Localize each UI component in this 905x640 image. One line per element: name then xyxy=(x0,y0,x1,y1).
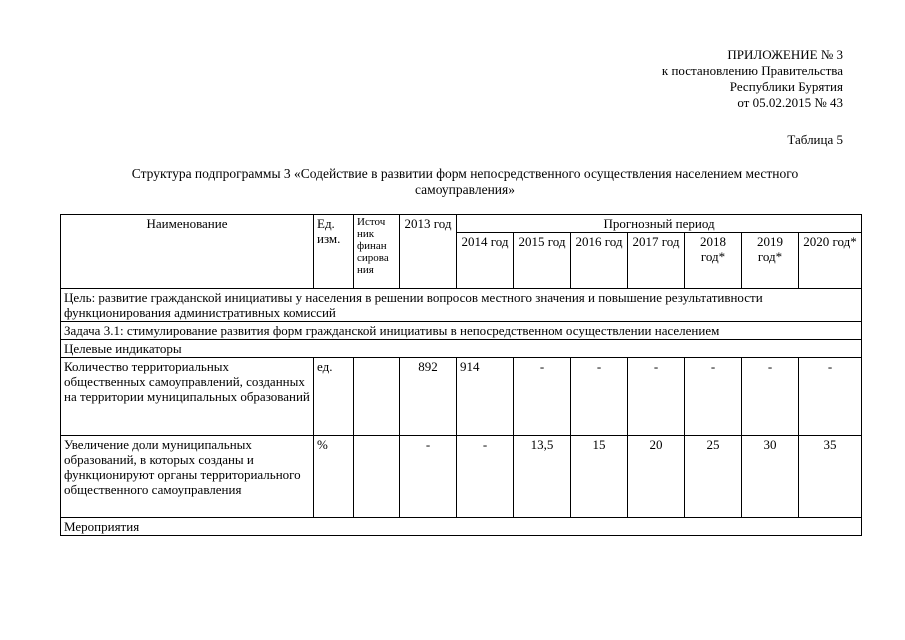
indicators-label: Целевые индикаторы xyxy=(61,340,862,358)
col-header-unit: Ед. изм. xyxy=(314,215,354,289)
value-2015: - xyxy=(514,358,571,436)
value-2017: - xyxy=(628,358,685,436)
indicator-name: Увеличение доли муниципальных образований, в которых созданы и функционируют органы территориального общественного самоуправления xyxy=(61,436,314,518)
value-2018: - xyxy=(685,358,742,436)
indicator-source xyxy=(354,358,400,436)
col-header-name: Наименование xyxy=(61,215,314,289)
indicator-unit: ед. xyxy=(314,358,354,436)
indicator-name: Количество территориальных общественных самоуправлений, созданных на территории муниципальных образований xyxy=(61,358,314,436)
value-2016: 15 xyxy=(571,436,628,518)
value-2019: 30 xyxy=(742,436,799,518)
table-label: Таблица 5 xyxy=(787,132,843,147)
indicator-source xyxy=(354,436,400,518)
value-2020: - xyxy=(799,358,862,436)
col-header-2018: 2018 год* xyxy=(685,233,742,289)
task-row: Задача 3.1: стимулирование развития форм гражданской инициативы в непосредственном осуществлении населением xyxy=(61,322,862,340)
value-2014: - xyxy=(457,436,514,518)
value-2020: 35 xyxy=(799,436,862,518)
appendix-date: от 05.02.2015 № 43 xyxy=(737,95,843,110)
col-header-2014: 2014 год xyxy=(457,233,514,289)
document-title xyxy=(70,166,860,198)
value-2015: 13,5 xyxy=(514,436,571,518)
appendix-header xyxy=(662,47,843,111)
subprogram-structure-table xyxy=(60,214,862,536)
value-2014: 914 xyxy=(457,358,514,436)
value-2016: - xyxy=(571,358,628,436)
col-header-source: Источ ник финан сирова ния xyxy=(354,215,400,289)
col-header-2016: 2016 год xyxy=(571,233,628,289)
table-row xyxy=(61,436,862,518)
col-header-forecast: Прогнозный период xyxy=(457,215,862,233)
table-row xyxy=(61,358,862,436)
document-title-line1: Структура подпрограммы 3 «Содействие в развитии форм непосредственного осуществления населением местного xyxy=(131,166,799,181)
col-header-2015: 2015 год xyxy=(514,233,571,289)
value-2013: 892 xyxy=(400,358,457,436)
activities-label: Мероприятия xyxy=(61,518,862,536)
value-2018: 25 xyxy=(685,436,742,518)
appendix-title: ПРИЛОЖЕНИЕ № 3 xyxy=(727,47,843,62)
col-header-2013: 2013 год xyxy=(400,215,457,289)
col-header-2020: 2020 год* xyxy=(799,233,862,289)
document-title-line2: самоуправления» xyxy=(415,182,515,197)
col-header-2019: 2019 год* xyxy=(742,233,799,289)
appendix-republic: Республики Бурятия xyxy=(729,79,843,94)
value-2013: - xyxy=(400,436,457,518)
goal-row: Цель: развитие гражданской инициативы у населения в решении вопросов местного значения и повышение результативности функционирования административных комиссий xyxy=(61,289,862,322)
appendix-resolution: к постановлению Правительства xyxy=(661,63,843,78)
indicator-unit: % xyxy=(314,436,354,518)
value-2017: 20 xyxy=(628,436,685,518)
value-2019: - xyxy=(742,358,799,436)
col-header-2017: 2017 год xyxy=(628,233,685,289)
